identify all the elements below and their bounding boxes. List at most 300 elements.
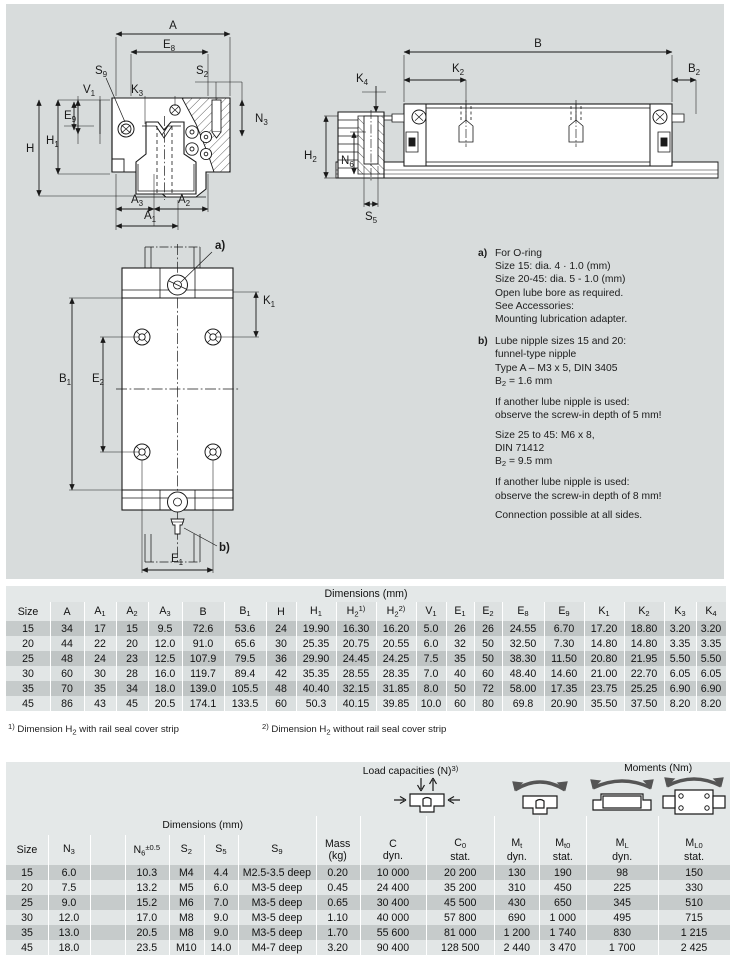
col-header-n6: $N_6^{\pm 0.5}$ — [125, 835, 169, 865]
cell-value: 9.0 — [204, 910, 239, 925]
loads-table — [6, 762, 730, 955]
cell-value: 18.0 — [148, 681, 182, 696]
cell-value: 60 — [474, 666, 502, 681]
table-row — [6, 865, 730, 880]
cell-size: 30 — [6, 666, 50, 681]
cell-value: 22 — [84, 636, 116, 651]
cell-value: 28.55 — [336, 666, 376, 681]
cell-value: 86 — [50, 696, 84, 711]
cell-value: 5.50 — [696, 651, 726, 666]
cell-value: 40 000 — [360, 910, 426, 925]
cell-value: 20.5 — [148, 696, 182, 711]
cell-value: 130 — [494, 865, 539, 880]
table-row — [6, 681, 726, 696]
cell-value: 139.0 — [182, 681, 224, 696]
dimensions-group-title: Dimensions (mm) — [6, 586, 726, 602]
cell-value: 8.20 — [696, 696, 726, 711]
note-b-body — [495, 335, 720, 522]
cell-value: 17.0 — [125, 910, 169, 925]
cell-value — [90, 895, 125, 910]
svg-text:E8: $E_8$ — [162, 39, 176, 53]
note-a — [478, 247, 720, 326]
cell-value: 55 600 — [360, 925, 426, 940]
cell-value: 24.45 — [336, 651, 376, 666]
spacer — [316, 816, 360, 835]
cell-value: 17.35 — [544, 681, 584, 696]
cell-value: 48 — [266, 681, 296, 696]
cell-value: 3.20 — [696, 621, 726, 636]
cell-value: 32.50 — [502, 636, 544, 651]
cell-value: 190 — [539, 865, 586, 880]
cell-value: 6.90 — [664, 681, 696, 696]
cell-value: 28.35 — [376, 666, 416, 681]
cell-value: 14.60 — [544, 666, 584, 681]
col-header-v1: $V_1$ — [416, 602, 446, 621]
cell-value: 50 — [474, 651, 502, 666]
col-header-a: A — [50, 602, 84, 621]
svg-text:A: A — [169, 20, 177, 32]
cell-value: 35 200 — [426, 880, 494, 895]
col-header-mass: Mass (kg) — [316, 835, 360, 865]
svg-text:K2: $K_2$ — [451, 63, 465, 77]
cell-value: 22.70 — [624, 666, 664, 681]
cell-value: 174.1 — [182, 696, 224, 711]
table-row — [6, 910, 730, 925]
cell-value: 42 — [266, 666, 296, 681]
spacer — [586, 816, 658, 835]
note-line: Size 20-45: dia. 5 - 1.0 (mm) — [495, 274, 626, 286]
table-row — [6, 696, 726, 711]
cell-value: 24 — [84, 651, 116, 666]
col-header-b: B — [182, 602, 224, 621]
note-line: $B_2 = 1.6$ mm — [495, 375, 553, 388]
cell-value: 18.0 — [48, 940, 90, 955]
cell-value: 40.15 — [336, 696, 376, 711]
svg-text:A3: $A_3$ — [130, 194, 144, 208]
cell-value: 1 740 — [539, 925, 586, 940]
cell-value: 21.95 — [624, 651, 664, 666]
svg-text:a): a) — [215, 240, 226, 252]
cell-value: 69.8 — [502, 696, 544, 711]
cell-value: 72 — [474, 681, 502, 696]
cell-value: M10 — [169, 940, 204, 955]
cell-value: 1 700 — [586, 940, 658, 955]
cell-value: M3-5 deep — [238, 880, 315, 895]
moment-ml0-icon — [658, 776, 730, 816]
svg-text:N3: $N_3$ — [255, 113, 268, 127]
cell-value: 72.6 — [182, 621, 224, 636]
cell-value: 12.0 — [148, 636, 182, 651]
svg-text:S2: $S_2$ — [195, 65, 209, 79]
cell-size: 45 — [6, 940, 48, 955]
cell-value: 5.0 — [416, 621, 446, 636]
cell-value: 25.25 — [624, 681, 664, 696]
svg-text:B2: $B_2$ — [687, 63, 701, 77]
svg-text:B: B — [534, 38, 542, 50]
view-plan — [59, 240, 276, 573]
note-line: funnel-type nipple — [495, 349, 577, 361]
cell-value: 23.5 — [125, 940, 169, 955]
moments-title: Moments (Nm) — [624, 763, 693, 774]
cell-value: 9.5 — [148, 621, 182, 636]
col-header-h: H — [266, 602, 296, 621]
cell-value: 310 — [494, 880, 539, 895]
cell-value: 1.70 — [316, 925, 360, 940]
col-header-k3: $K_3$ — [664, 602, 696, 621]
cell-value: 23.75 — [584, 681, 624, 696]
cell-value: 7.30 — [544, 636, 584, 651]
cell-value — [90, 865, 125, 880]
cell-value: 1.10 — [316, 910, 360, 925]
note-b — [478, 335, 720, 522]
cell-value: 6.0 — [416, 636, 446, 651]
cell-value: 17.20 — [584, 621, 624, 636]
cell-value: 24.25 — [376, 651, 416, 666]
loads-table-blank-header — [6, 762, 360, 816]
cell-value: 330 — [658, 880, 730, 895]
cell-value: 715 — [658, 910, 730, 925]
cell-value: 495 — [586, 910, 658, 925]
cell-value: 50 — [474, 636, 502, 651]
col-header-s9: $S_9$ — [238, 835, 315, 865]
cell-value: 80 — [474, 696, 502, 711]
cell-value: 7.0 — [204, 895, 239, 910]
col-header-c0: $C_0$ stat. — [426, 835, 494, 865]
col-header-n3: $N_3$ — [48, 835, 90, 865]
col-header-size: Size — [6, 835, 48, 865]
table-row — [6, 895, 730, 910]
col-header-c: C dyn. — [360, 835, 426, 865]
cell-value: 10.3 — [125, 865, 169, 880]
cell-value: 0.45 — [316, 880, 360, 895]
cell-value: 30 — [266, 636, 296, 651]
cell-value: 8.20 — [664, 696, 696, 711]
cell-value: 690 — [494, 910, 539, 925]
table-row — [6, 621, 726, 636]
col-header-blank — [90, 835, 125, 865]
col-header-e8: $E_8$ — [502, 602, 544, 621]
dimensions-table-wrapper — [6, 586, 726, 711]
load-capacities-title: Load capacities $(N)^{3)}$ — [362, 764, 459, 778]
dimensions-group-title-2: Dimensions (mm) — [90, 816, 316, 835]
cell-value: M3-5 deep — [238, 910, 315, 925]
cell-value: 28 — [116, 666, 148, 681]
note-line: DIN 71412 — [495, 442, 545, 454]
svg-text:H2: $H_2$ — [304, 150, 317, 164]
cell-value: 7.5 — [48, 880, 90, 895]
cell-value: 1 000 — [539, 910, 586, 925]
cell-value: 45 500 — [426, 895, 494, 910]
cell-value: 11.50 — [544, 651, 584, 666]
table-row — [6, 666, 726, 681]
cell-value: 35 — [84, 681, 116, 696]
cell-value: 32 — [446, 636, 474, 651]
cell-value: 6.70 — [544, 621, 584, 636]
note-line: observe the screw-in depth of 5 mm! — [495, 410, 662, 422]
cell-value — [90, 880, 125, 895]
col-header-s5: $S_5$ — [204, 835, 239, 865]
svg-text:S9: $S_9$ — [94, 65, 108, 79]
svg-text:H: H — [26, 143, 35, 155]
col-header-h2: $H_2^{2)}$ — [376, 602, 416, 621]
cell-value: 3.35 — [696, 636, 726, 651]
cell-value: 48.40 — [502, 666, 544, 681]
moment-mt-icon — [494, 776, 586, 816]
view-cross-section — [26, 20, 268, 230]
cell-value: 60 — [266, 696, 296, 711]
cell-value: 24 — [266, 621, 296, 636]
cell-value: 345 — [586, 895, 658, 910]
cell-value: 60 — [446, 696, 474, 711]
cell-value: 23 — [116, 651, 148, 666]
cell-value: 18.80 — [624, 621, 664, 636]
cell-value: 20 — [116, 636, 148, 651]
cell-value: 36 — [266, 651, 296, 666]
cell-value: 7.0 — [416, 666, 446, 681]
cell-size: 15 — [6, 865, 48, 880]
cell-value: 24.55 — [502, 621, 544, 636]
cell-value: 14.80 — [624, 636, 664, 651]
note-a-body — [495, 247, 720, 326]
note-line: Type A – M3 x 5, DIN 3405 — [495, 362, 618, 374]
cell-value: 20.55 — [376, 636, 416, 651]
notes-block — [478, 247, 720, 531]
col-header-ml: $M_L$ dyn. — [586, 835, 658, 865]
cell-value: M4-7 deep — [238, 940, 315, 955]
note-line: If another lube nipple is used: — [495, 477, 630, 489]
cell-value: 2 440 — [494, 940, 539, 955]
cell-value: 98 — [586, 865, 658, 880]
cell-value: 45 — [116, 696, 148, 711]
cell-value: 19.90 — [296, 621, 336, 636]
note-line: Size 25 to 45: M6 x 8, — [495, 429, 595, 441]
cell-value: 34 — [50, 621, 84, 636]
svg-text:E1: $E_1$ — [170, 553, 184, 567]
cell-value: 16.30 — [336, 621, 376, 636]
col-header-e2: $E_2$ — [474, 602, 502, 621]
cell-value: 16.0 — [148, 666, 182, 681]
cell-value: 20.75 — [336, 636, 376, 651]
svg-text:E2: $E_2$ — [92, 373, 105, 387]
cell-value: 9.0 — [204, 925, 239, 940]
cell-value: 225 — [586, 880, 658, 895]
moment-ml-icon — [586, 776, 658, 816]
view-side — [304, 38, 718, 225]
cell-value: 3 470 — [539, 940, 586, 955]
table-row — [6, 651, 726, 666]
note-line: See Accessories: — [495, 300, 574, 312]
cell-value: 20 200 — [426, 865, 494, 880]
cell-value: 43 — [84, 696, 116, 711]
cell-value: 50 — [446, 681, 474, 696]
cell-value: 35 — [446, 651, 474, 666]
moments-group — [586, 762, 730, 816]
cell-value: 14.0 — [204, 940, 239, 955]
spacer — [6, 816, 90, 835]
footnote-2: $^{2)}$ Dimension $H_2$ without rail seal cover strip — [262, 722, 447, 737]
table-row — [6, 880, 730, 895]
cell-value: 60 — [50, 666, 84, 681]
cell-value: 48 — [50, 651, 84, 666]
note-line: Connection possible at all sides. — [495, 509, 643, 521]
spacer — [539, 816, 586, 835]
cell-value: 39.85 — [376, 696, 416, 711]
cell-value: M2.5-3.5 deep — [238, 865, 315, 880]
cell-value: 6.90 — [696, 681, 726, 696]
cell-size: 20 — [6, 880, 48, 895]
cell-value: 650 — [539, 895, 586, 910]
cell-value: 3.35 — [664, 636, 696, 651]
svg-text:V1: $V_1$ — [82, 84, 96, 98]
cell-value: 20.80 — [584, 651, 624, 666]
cell-value: 0.20 — [316, 865, 360, 880]
col-header-a2: $A_2$ — [116, 602, 148, 621]
svg-text:K4: $K_4$ — [355, 73, 369, 87]
cell-value: 5.50 — [664, 651, 696, 666]
spacer — [426, 816, 494, 835]
cell-value: 2 425 — [658, 940, 730, 955]
col-header-s2: $S_2$ — [169, 835, 204, 865]
cell-value: 12.0 — [48, 910, 90, 925]
note-line: observe the screw-in depth of 8 mm! — [495, 490, 662, 502]
cell-value: 65.6 — [224, 636, 266, 651]
col-header-k4: $K_4$ — [696, 602, 726, 621]
cell-value: 58.00 — [502, 681, 544, 696]
svg-text:A1: $A_1$ — [143, 210, 157, 224]
cell-value: M5 — [169, 880, 204, 895]
col-header-h2: $H_2^{1)}$ — [336, 602, 376, 621]
cell-value: 430 — [494, 895, 539, 910]
moment-mt-group — [494, 762, 586, 816]
cell-size: 15 — [6, 621, 50, 636]
col-header-k2: $K_2$ — [624, 602, 664, 621]
cell-value: 20.5 — [125, 925, 169, 940]
note-line: Size 15: dia. 4 · 1.0 (mm) — [495, 261, 611, 273]
cell-value: M3-5 deep — [238, 895, 315, 910]
table-row — [6, 636, 726, 651]
cell-value: M3-5 deep — [238, 925, 315, 940]
col-header-k1: $K_1$ — [584, 602, 624, 621]
cell-value: 21.00 — [584, 666, 624, 681]
table-row — [6, 925, 730, 940]
cell-value: 7.5 — [416, 651, 446, 666]
spacer — [360, 816, 426, 835]
cell-value: 15.2 — [125, 895, 169, 910]
cell-value: 12.5 — [148, 651, 182, 666]
cell-value: 34 — [116, 681, 148, 696]
cell-value: 24 400 — [360, 880, 426, 895]
col-header-ml0: $M_{L0}$ stat. — [658, 835, 730, 865]
cell-value: 14.80 — [584, 636, 624, 651]
cell-value: 20.90 — [544, 696, 584, 711]
cell-value: M8 — [169, 910, 204, 925]
cell-value: 1 215 — [658, 925, 730, 940]
cell-value: 6.0 — [204, 880, 239, 895]
cell-size: 35 — [6, 925, 48, 940]
cell-value: 57 800 — [426, 910, 494, 925]
note-line: $B_2 = 9.5$ mm — [495, 455, 553, 469]
cell-value: 150 — [658, 865, 730, 880]
cell-value: 70 — [50, 681, 84, 696]
cell-value: 4.4 — [204, 865, 239, 880]
cell-value: 450 — [539, 880, 586, 895]
col-header-a1: $A_1$ — [84, 602, 116, 621]
cell-value: 10.0 — [416, 696, 446, 711]
cell-value: 29.90 — [296, 651, 336, 666]
cell-value: 119.7 — [182, 666, 224, 681]
spacer — [494, 816, 539, 835]
col-header-size: Size — [6, 602, 50, 621]
cell-value: 128 500 — [426, 940, 494, 955]
svg-text:K3: $K_3$ — [130, 84, 144, 98]
cell-value: 9.0 — [48, 895, 90, 910]
svg-text:S5: $S_5$ — [364, 211, 378, 225]
cell-value: 0.65 — [316, 895, 360, 910]
cell-value: 26 — [474, 621, 502, 636]
col-header-mt: $M_t$ dyn. — [494, 835, 539, 865]
cell-value: 37.50 — [624, 696, 664, 711]
table-row — [6, 940, 730, 955]
footnote-1: $^{1)}$ Dimension $H_2$ with rail seal cover strip — [8, 722, 179, 737]
cell-size: 20 — [6, 636, 50, 651]
load-capacity-icon — [360, 776, 495, 816]
cell-value: M8 — [169, 925, 204, 940]
svg-text:A2: $A_2$ — [177, 194, 191, 208]
note-b-marker: b) — [478, 336, 488, 348]
cell-value: 13.2 — [125, 880, 169, 895]
svg-text:B1: $B_1$ — [59, 373, 72, 387]
cell-value: 133.5 — [224, 696, 266, 711]
cell-value: 25.35 — [296, 636, 336, 651]
dimensions-table — [6, 586, 726, 711]
col-header-mt0: $M_{t0}$ stat. — [539, 835, 586, 865]
cell-value: 6.0 — [48, 865, 90, 880]
cell-value: 32.15 — [336, 681, 376, 696]
col-header-h1: $H_1$ — [296, 602, 336, 621]
cell-value: 30 — [84, 666, 116, 681]
cell-value: 3.20 — [316, 940, 360, 955]
note-line: Lube nipple sizes 15 and 20: — [495, 336, 627, 348]
cell-value: 105.5 — [224, 681, 266, 696]
cell-value: 38.30 — [502, 651, 544, 666]
cell-size: 35 — [6, 681, 50, 696]
cell-size: 30 — [6, 910, 48, 925]
cell-size: 45 — [6, 696, 50, 711]
cell-value — [90, 910, 125, 925]
note-line: Mounting lubrication adapter. — [495, 314, 628, 326]
cell-value: 90 400 — [360, 940, 426, 955]
loads-table-wrapper — [6, 762, 730, 955]
cell-value: 15 — [116, 621, 148, 636]
col-header-e9: $E_9$ — [544, 602, 584, 621]
cell-value: 40 — [446, 666, 474, 681]
cell-value: 89.4 — [224, 666, 266, 681]
note-line: Open lube bore as required. — [495, 287, 624, 299]
cell-value: 8.0 — [416, 681, 446, 696]
note-a-marker: a) — [478, 248, 488, 259]
cell-value: 13.0 — [48, 925, 90, 940]
cell-value: 81 000 — [426, 925, 494, 940]
svg-text:b): b) — [219, 542, 230, 554]
cell-value: 91.0 — [182, 636, 224, 651]
cell-value: 3.20 — [664, 621, 696, 636]
cell-value: 26 — [446, 621, 474, 636]
svg-text:N6: $N_6$ — [341, 155, 354, 169]
cell-value: 6.05 — [696, 666, 726, 681]
cell-value: 10 000 — [360, 865, 426, 880]
cell-value: M6 — [169, 895, 204, 910]
cell-value: 79.5 — [224, 651, 266, 666]
